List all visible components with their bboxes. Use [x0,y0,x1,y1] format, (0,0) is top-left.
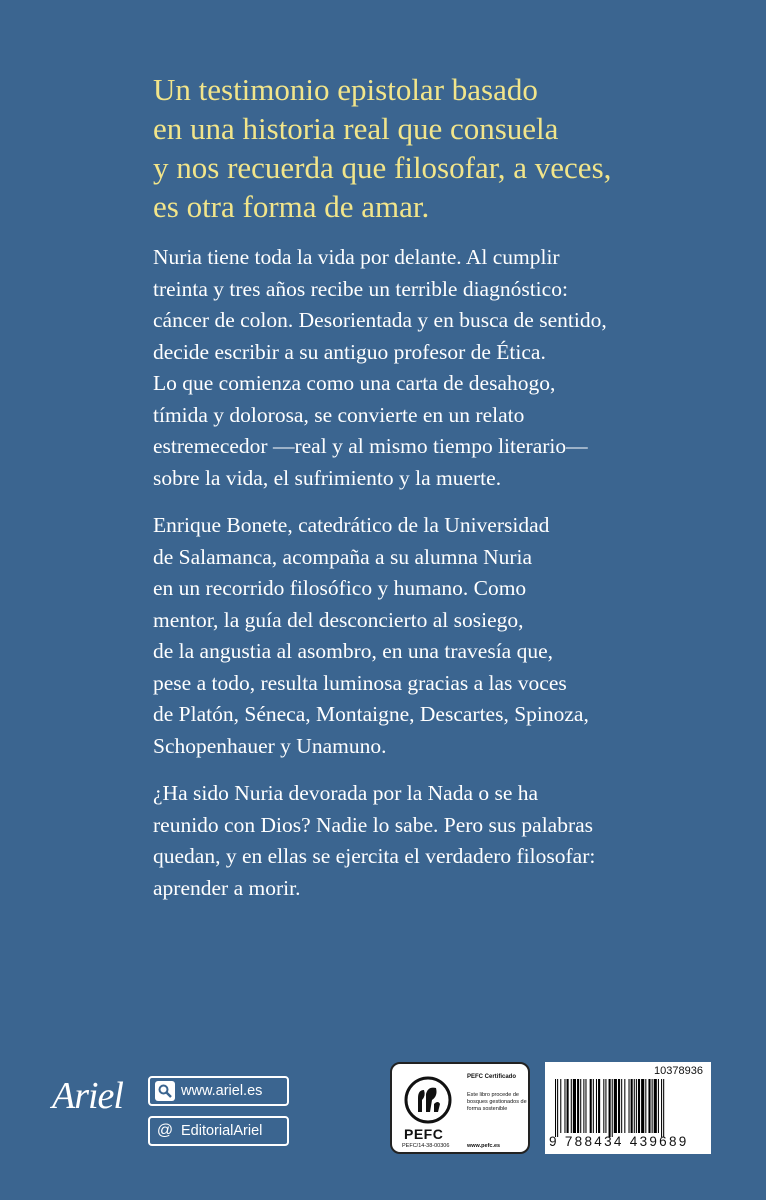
at-sign-icon: @ [156,1122,174,1139]
text-line: sobre la vida, el sufrimiento y la muerte. [153,465,502,490]
pefc-certification [390,1062,530,1154]
isbn-number: 9 788434 439689 [549,1134,689,1149]
synopsis-paragraph-3 [153,778,733,904]
text-line: cáncer de colon. Desorientada y en busca de sentido, [153,308,607,332]
barcode-reference: 10378936 [654,1065,703,1077]
barcode-bars [555,1079,703,1137]
text-line: pese a todo, resulta luminosa gracias a las voces [153,670,567,695]
website-link[interactable] [148,1076,289,1106]
search-icon [155,1081,175,1101]
pefc-tree-icon [404,1076,452,1124]
ariel-logo: Ariel [52,1075,123,1117]
text-line: de Salamanca, acompaña a su alumna Nuria [153,544,533,569]
synopsis-paragraph-2 [153,510,733,762]
pefc-code: PEFC/14-38-00306 [402,1143,450,1149]
text-line: en un recorrido filosófico y humano. Como [153,576,527,600]
text-line: tímida y dolorosa, se convierte en un relato [153,402,525,427]
synopsis-paragraph-1 [153,242,733,494]
tagline [153,70,713,226]
text-line: aprender a morir. [153,875,301,900]
text-line: quedan, y en ellas se ejercita el verdadero filosofar: [153,844,596,868]
text-line: Nuria tiene toda la vida por delante. Al cumplir [153,245,560,269]
tagline-line: en una historia real que consuela [153,111,559,146]
isbn-barcode [545,1062,711,1154]
text-line: estremecedor —real y al mismo tiempo literario— [153,434,588,458]
tagline-line: Un testimonio epistolar basado [153,72,538,107]
tagline-line: es otra forma de amar. [153,189,430,224]
text-line: Enrique Bonete, catedrático de la Universidad [153,513,550,537]
social-link[interactable] [148,1116,289,1146]
pefc-url: www.pefc.es [467,1143,501,1149]
text-line: de la angustia al asombro, en una travesía que, [153,639,553,663]
social-label: EditorialAriel [181,1123,263,1139]
pefc-brand: PEFC [404,1126,444,1142]
synopsis [153,242,733,920]
text-line: Lo que comienza como una carta de desahogo, [153,371,556,395]
text-line: Schopenhauer y Unamuno. [153,733,387,758]
pefc-cert-title: PEFC Certificado [467,1074,517,1080]
text-line: reunido con Dios? Nadie lo sabe. Pero sus palabras [153,812,594,837]
website-label: www.ariel.es [181,1083,263,1099]
text-line: mentor, la guía del desconcierto al sosiego, [153,607,524,632]
pefc-description: Este libro procede de bosques gestionados de forma sostenible [467,1092,527,1112]
text-line: ¿Ha sido Nuria devorada por la Nada o se ha [153,781,539,805]
tagline-line: y nos recuerda que filosofar, a veces, [153,150,612,185]
text-line: de Platón, Séneca, Montaigne, Descartes, Spinoza, [153,702,589,726]
text-line: decide escribir a su antiguo profesor de Ética. [153,339,546,364]
text-line: treinta y tres años recibe un terrible diagnóstico: [153,276,568,301]
